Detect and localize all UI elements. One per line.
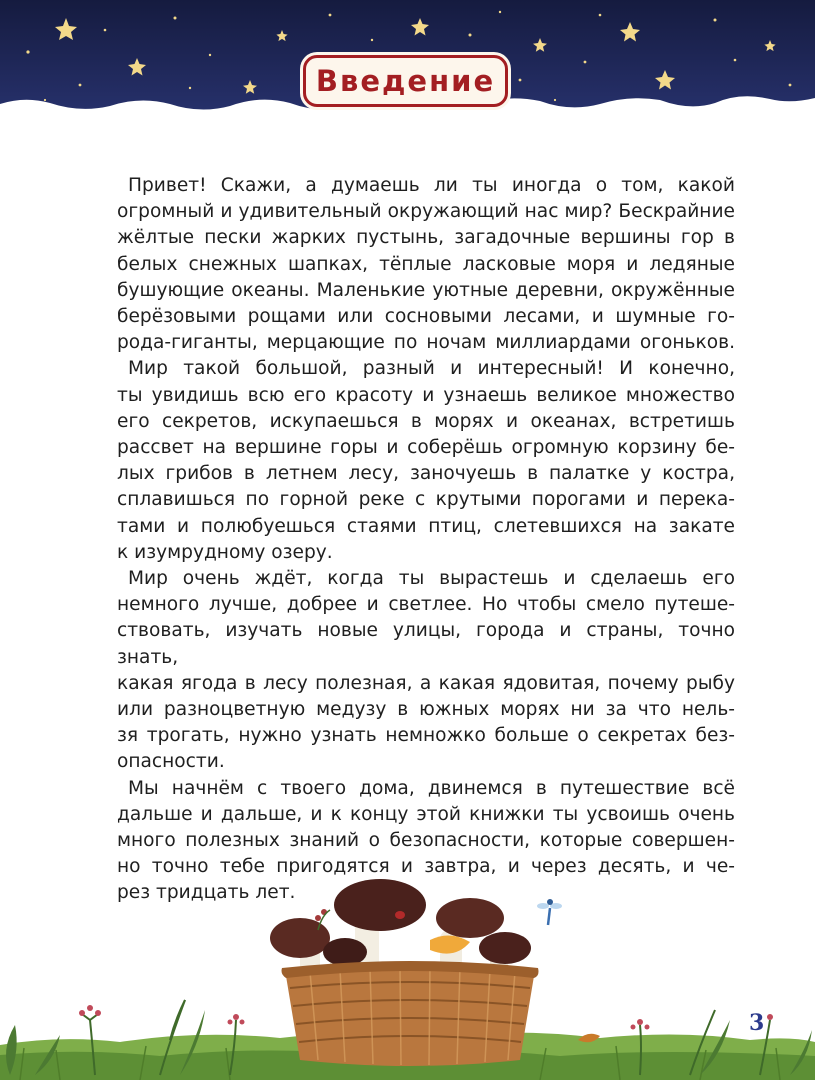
text-line: опасности. [117, 751, 225, 773]
text-line: или разноцветную медузу в южных морях ни за что нель- [117, 699, 735, 721]
text-line: рассвет на вершине горы и соберёшь огромную корзину бе- [117, 437, 735, 459]
text-line: ты увидишь всю его красоту и узнаешь великое множество [117, 384, 735, 406]
paragraph-1 [117, 173, 735, 356]
introduction-text [117, 173, 735, 907]
paragraph-2 [117, 356, 735, 566]
text-line: Привет! Скажи, а думаешь ли ты иногда о том, какой [128, 175, 735, 196]
text-line: бушующие океаны. Маленькие уютные деревни, окружённые [117, 279, 735, 301]
text-line: дальше и дальше, и к концу этой книжки ты усвоишь очень [117, 803, 735, 825]
text-line: жёлтые пески жарких пустынь, загадочные вершины гор в [117, 227, 735, 249]
text-line: его секретов, искупаешься в морях и океанах, встретишь [117, 410, 735, 432]
text-line: много полезных знаний о безопасности, которые совершен- [117, 830, 735, 852]
text-line: немного лучше, добрее и светлее. Но чтобы смело путеше- [117, 594, 735, 616]
chapter-title: Введение [315, 64, 496, 98]
text-line: ствовать, изучать новые улицы, города и страны, точно знать, [117, 620, 735, 668]
chapter-title-plate [303, 55, 508, 107]
text-line: тами и полюбуешься стаями птиц, слетевшихся на закате [117, 515, 735, 537]
text-line: лых грибов в летнем лесу, заночуешь в палатке у костра, [117, 463, 735, 485]
text-line: берёзовыми рощами или сосновыми лесами, и шумные го- [117, 306, 735, 328]
text-line: Мир такой большой, разный и интересный! И конечно, [128, 358, 735, 380]
text-line: Мы начнём с твоего дома, двинемся в путешествие всё [128, 777, 735, 799]
text-line: к изумрудному озеру. [117, 541, 333, 563]
text-line: но точно тебе пригодятся и завтра, и через десять, и че- [117, 856, 735, 878]
text-line: белых снежных шапках, тёплые ласковые моря и ледяные [117, 253, 735, 275]
mushroom-basket-illustration [0, 870, 815, 1080]
text-line: какая ягода в лесу полезная, а какая ядовитая, почему рыбу [117, 672, 735, 694]
text-line: рода-гиганты, мерцающие по ночам миллиардами огоньков. [117, 332, 735, 354]
text-line: зя трогать, нужно узнать немножко больше о секретах без- [117, 725, 735, 747]
page-number: 3 [749, 1010, 765, 1036]
text-line: сплавишься по горной реке с крутыми порогами и перека- [117, 489, 735, 511]
paragraph-3 [117, 566, 735, 776]
text-line: рез тридцать лет. [117, 882, 296, 904]
text-line: огромный и удивительный окружающий нас мир? Бескрайние [117, 201, 735, 223]
text-line: Мир очень ждёт, когда ты вырастешь и сделаешь его [128, 568, 735, 590]
